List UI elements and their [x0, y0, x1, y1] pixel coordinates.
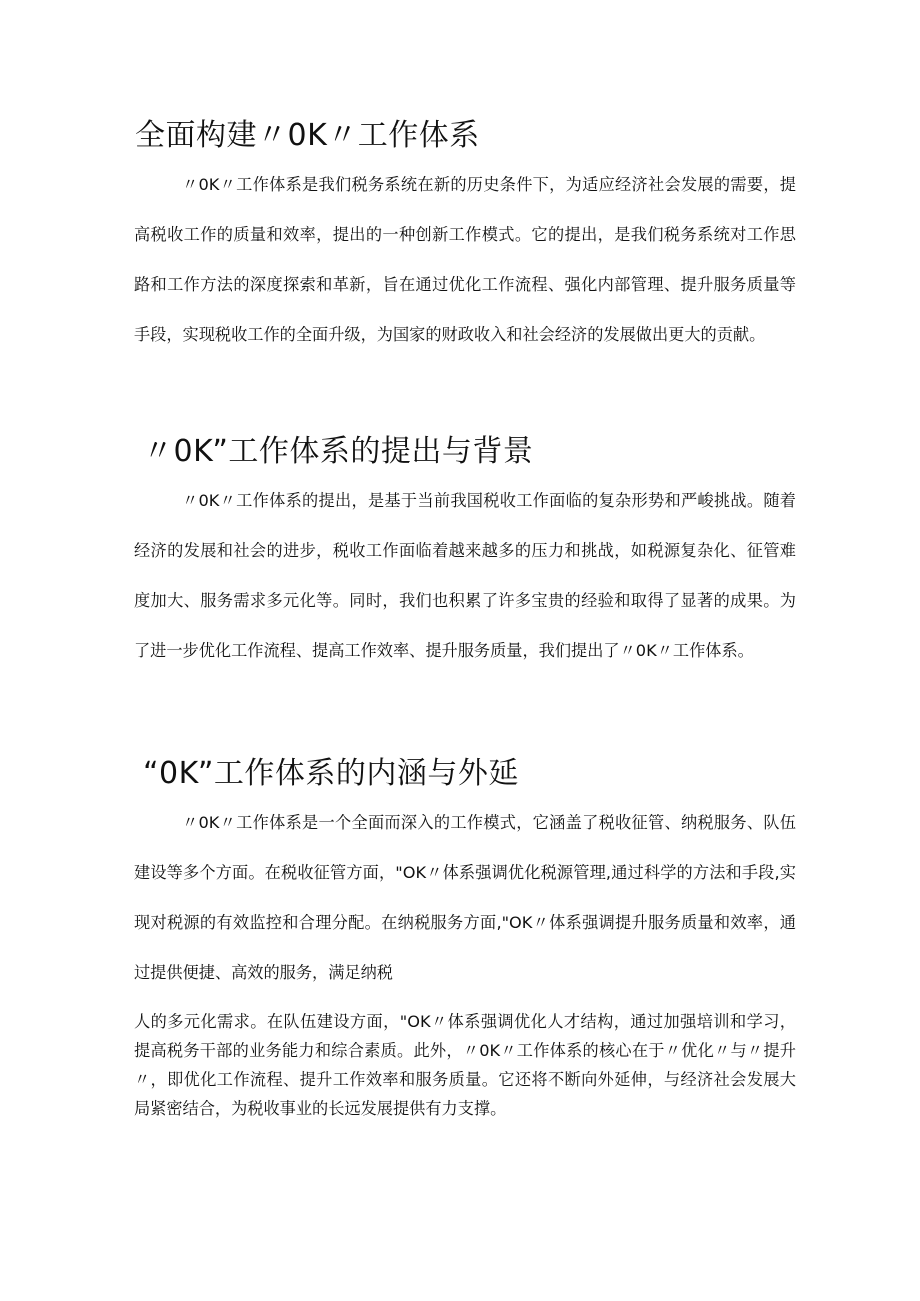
- section-title-overview: 全面构建〃0K〃工作体系: [135, 118, 480, 153]
- section-title-connotation: “0K”工作体系的内涵与外延: [143, 756, 519, 791]
- paragraph-overview: 〃0K〃工作体系是我们税务系统在新的历史条件下，为适应经济社会发展的需要，提高税收工作的质量和效率，提出的一种创新工作模式。它的提出，是我们税务系统对工作思路和工作方法的深度探索和革新，旨在通过优化工作流程、强化内部管理、提升服务质量等手段，实现税收工作的全面升级，为国家的财政收入和社会经济的发展做出更大的贡献。: [134, 175, 796, 344]
- section-title-background: 〃0K”工作体系的提出与背景: [143, 434, 534, 469]
- paragraph-connotation-continued: 人的多元化需求。在队伍建设方面，"OK〃体系强调优化人才结构，通过加强培训和学习，提高税务干部的业务能力和综合素质。此外，〃0K〃工作体系的核心在于〃优化〃与〃提升〃，即优化工作流程、提升工作效率和服务质量。它还将不断向外延伸，与经济社会发展大局紧密结合，为税收事业的长远发展提供有力支撑。: [134, 1012, 796, 1118]
- paragraph-connotation: 〃0K〃工作体系是一个全面而深入的工作模式，它涵盖了税收征管、纳税服务、队伍建设等多个方面。在税收征管方面，"OK〃体系强调优化税源管理,通过科学的方法和手段,实现对税源的有效监控和合理分配。在纳税服务方面,"OK〃体系强调提升服务质量和效率，通过提供便捷、高效的服务，满足纳税: [134, 813, 796, 982]
- paragraph-background: 〃0K〃工作体系的提出，是基于当前我国税收工作面临的复杂形势和严峻挑战。随着经济的发展和社会的进步，税收工作面临着越来越多的压力和挑战，如税源复杂化、征管难度加大、服务需求多元化等。同时，我们也积累了许多宝贵的经验和取得了显著的成果。为了进一步优化工作流程、提高工作效率、提升服务质量，我们提出了〃0K〃工作体系。: [134, 491, 796, 660]
